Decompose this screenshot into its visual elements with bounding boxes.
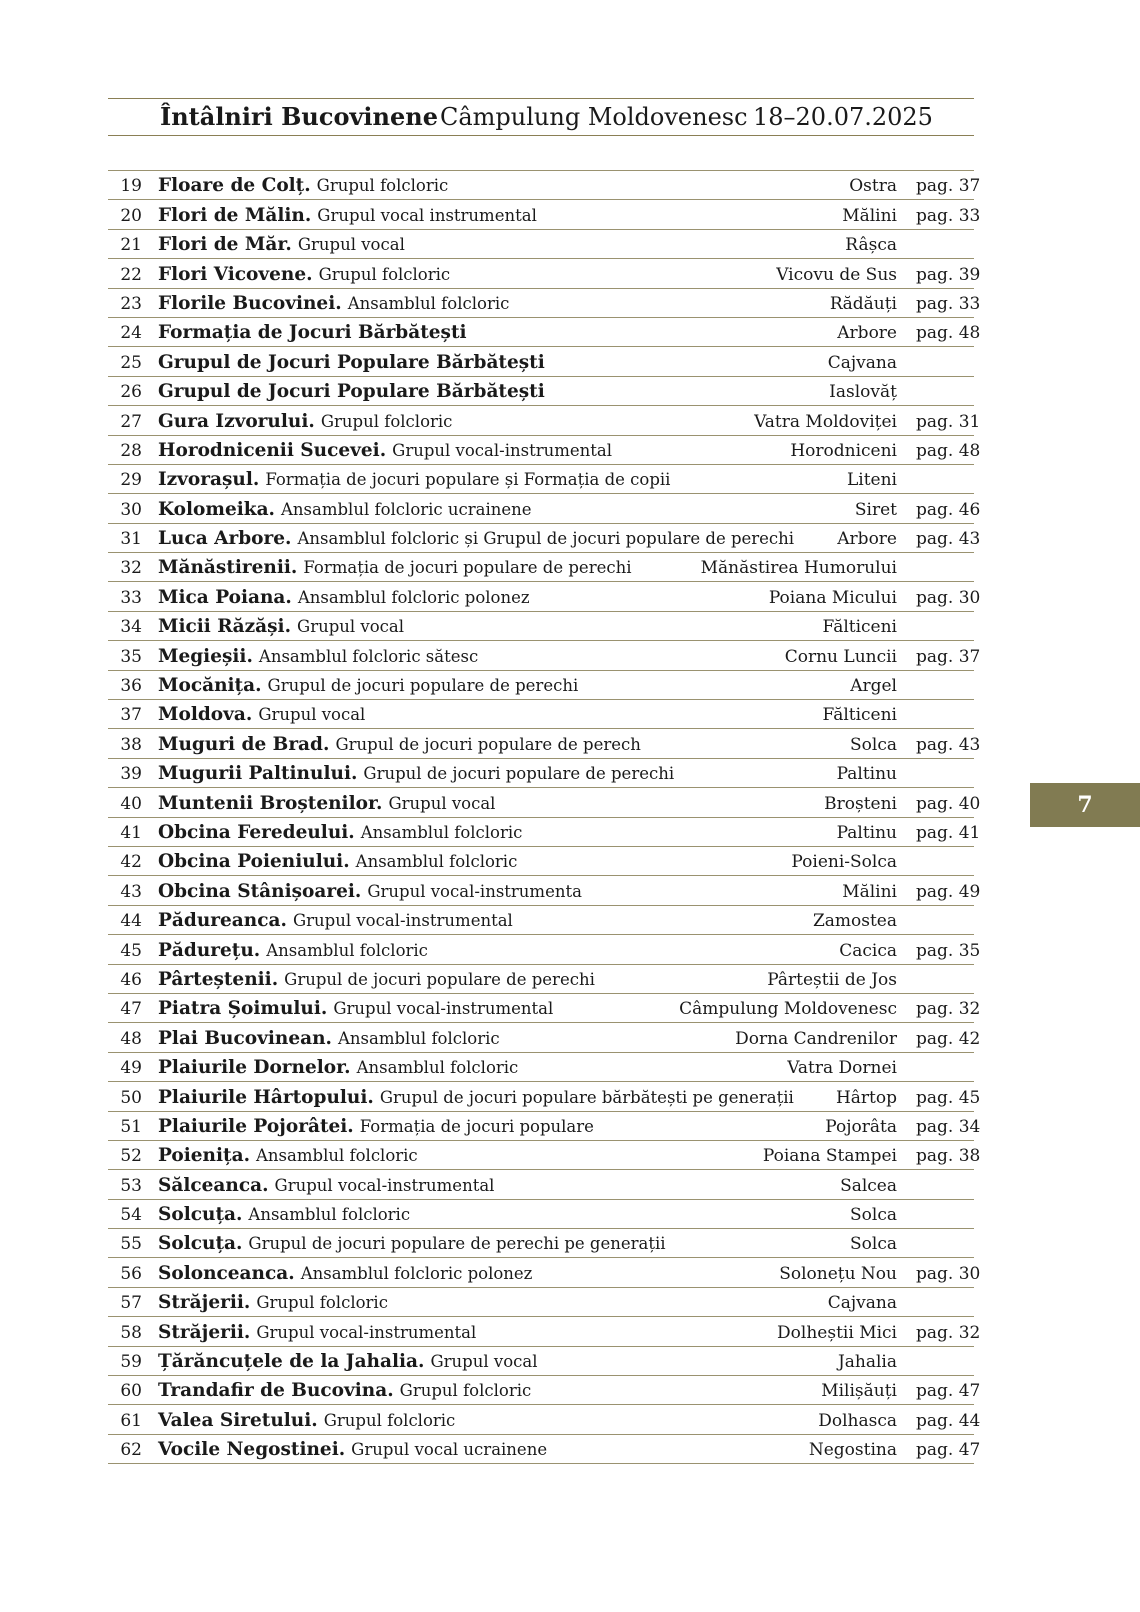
table-row xyxy=(108,1376,981,1405)
row-number: 49 xyxy=(120,1058,142,1079)
ensemble-entry xyxy=(158,381,551,403)
running-header xyxy=(108,98,974,136)
ensemble-type: Grupul folcloric xyxy=(316,176,449,196)
ensemble-entry xyxy=(158,264,450,286)
ensemble-type: Ansamblul folcloric ucrainene xyxy=(281,499,532,519)
locality: Râșca xyxy=(845,235,897,256)
ensemble-entry xyxy=(158,1292,388,1314)
page-reference: pag. 31 xyxy=(916,411,981,432)
locality: Broșteni xyxy=(824,793,897,814)
ensemble-type: Formația de jocuri populare și Formația de copii xyxy=(265,470,671,490)
row-number: 36 xyxy=(120,676,142,697)
row-number: 25 xyxy=(120,352,142,373)
ensemble-entry xyxy=(158,234,405,256)
row-number: 56 xyxy=(120,1263,142,1284)
ensemble-name: Străjerii. xyxy=(158,1292,251,1314)
ensemble-name: Grupul de Jocuri Populare Bărbătești xyxy=(158,381,545,403)
ensemble-entry xyxy=(158,910,513,932)
locality: Paltinu xyxy=(836,822,897,843)
table-row xyxy=(108,759,974,788)
ensemble-type: Grupul vocal xyxy=(297,617,405,637)
ensemble-name: Mica Poiana. xyxy=(158,586,292,608)
ensemble-type: Grupul folcloric xyxy=(256,1293,388,1313)
ensemble-entry xyxy=(158,1028,500,1050)
table-row xyxy=(108,230,974,259)
ensemble-name: Luca Arbore. xyxy=(158,528,292,550)
locality: Liteni xyxy=(846,470,897,491)
table-row xyxy=(108,700,974,729)
locality: Horodniceni xyxy=(790,440,897,461)
ensemble-name: Obcina Feredeului. xyxy=(158,821,355,843)
row-number: 38 xyxy=(120,734,142,755)
locality: Mălini xyxy=(842,205,897,226)
ensemble-type: Ansamblul folcloric polonez xyxy=(297,587,530,607)
ensemble-type: Grupul vocal xyxy=(258,705,366,725)
ensemble-name: Obcina Stânișoarei. xyxy=(158,880,362,902)
page-reference: pag. 41 xyxy=(916,822,981,843)
locality: Zamostea xyxy=(812,911,897,932)
locality: Poiana Micului xyxy=(768,587,897,608)
ensemble-name: Muguri de Brad. xyxy=(158,733,330,755)
page-reference: pag. 47 xyxy=(916,1381,981,1402)
row-number: 40 xyxy=(120,793,142,814)
ensemble-name: Solcuța. xyxy=(158,1233,243,1255)
table-row xyxy=(108,377,974,406)
locality: Vicovu de Sus xyxy=(776,264,897,285)
table-row xyxy=(108,906,974,935)
ensemble-type: Ansamblul folcloric xyxy=(337,1028,500,1048)
ensemble-entry xyxy=(158,734,641,756)
locality: Hârtop xyxy=(835,1087,897,1108)
row-number: 33 xyxy=(120,587,142,608)
ensemble-name: Flori de Mălin. xyxy=(158,204,312,226)
ensemble-type: Grupul folcloric xyxy=(320,411,453,431)
ensemble-name: Izvorașul. xyxy=(158,469,260,491)
table-row xyxy=(108,465,974,494)
ensemble-name: Trandafir de Bucovina. xyxy=(158,1380,394,1402)
locality: Cajvana xyxy=(827,1293,897,1314)
event-place: Câmpulung Moldovenesc xyxy=(440,103,748,131)
row-number: 60 xyxy=(120,1381,142,1402)
locality: Cornu Luncii xyxy=(784,646,897,667)
ensemble-type: Grupul folcloric xyxy=(399,1381,532,1401)
ensemble-name: Megieșii. xyxy=(158,645,253,667)
ensemble-entry xyxy=(158,1087,794,1109)
ensemble-entry xyxy=(158,1145,418,1167)
table-row xyxy=(108,818,981,847)
table-row xyxy=(108,347,974,376)
locality: Jahalia xyxy=(837,1352,897,1373)
ensemble-entry xyxy=(158,675,578,697)
page-number-tab: 7 xyxy=(1030,783,1140,827)
ensemble-entry xyxy=(158,352,551,374)
row-number: 29 xyxy=(120,470,142,491)
row-number: 24 xyxy=(120,323,142,344)
ensemble-name: Mocănița. xyxy=(158,675,262,697)
page-reference: pag. 39 xyxy=(916,264,981,285)
ensemble-name: Țărăncuțele de la Jahalia. xyxy=(158,1351,425,1373)
page-reference: pag. 45 xyxy=(916,1087,981,1108)
ensemble-entry xyxy=(158,646,478,668)
locality: Salcea xyxy=(840,1175,897,1196)
table-row xyxy=(108,729,981,758)
ensemble-name: Gura Izvorului. xyxy=(158,410,315,432)
ensemble-type: Grupul vocal ucrainene xyxy=(351,1440,548,1460)
locality: Câmpulung Moldovenesc xyxy=(679,999,897,1020)
ensemble-name: Moldova. xyxy=(158,704,253,726)
ensemble-entry xyxy=(158,293,509,315)
ensemble-type: Grupul de jocuri populare bărbătești pe generații xyxy=(379,1087,794,1107)
locality: Arbore xyxy=(837,529,897,550)
locality: Dorna Candrenilor xyxy=(735,1028,897,1049)
table-row xyxy=(108,1229,974,1258)
table-row xyxy=(108,641,981,670)
locality: Argel xyxy=(850,676,897,697)
ensemble-type: Formația de jocuri populare de perechi xyxy=(303,558,632,578)
locality: Solonețu Nou xyxy=(779,1263,897,1284)
row-number: 61 xyxy=(120,1410,142,1431)
ensemble-name: Mănăstirenii. xyxy=(158,557,298,579)
locality: Dolheștii Mici xyxy=(777,1322,897,1343)
locality: Milișăuți xyxy=(821,1381,897,1402)
locality: Solca xyxy=(850,1205,897,1226)
ensemble-type: Ansamblul folcloric xyxy=(248,1205,411,1225)
ensemble-type: Grupul vocal-instrumental xyxy=(392,440,613,460)
ensemble-entry xyxy=(158,1380,531,1402)
table-row xyxy=(108,1288,974,1317)
row-number: 57 xyxy=(120,1293,142,1314)
ensemble-name: Plaiurile Dornelor. xyxy=(158,1057,351,1079)
row-number: 35 xyxy=(120,646,142,667)
ensemble-entry xyxy=(158,940,428,962)
ensemble-type: Grupul folcloric xyxy=(318,264,451,284)
ensemble-name: Flori Vicovene. xyxy=(158,263,313,285)
page-reference: pag. 42 xyxy=(916,1028,981,1049)
table-row xyxy=(108,406,981,435)
ensemble-name: Solcuța. xyxy=(158,1204,243,1226)
page-reference: pag. 48 xyxy=(916,440,981,461)
ensemble-name: Plaiurile Pojorâtei. xyxy=(158,1115,354,1137)
ensemble-name: Valea Siretului. xyxy=(158,1409,318,1431)
row-number: 45 xyxy=(120,940,142,961)
ensemble-type: Grupul de jocuri populare de perechi xyxy=(267,676,579,696)
ensemble-name: Plai Bucovinean. xyxy=(158,1027,332,1049)
ensemble-entry xyxy=(158,1263,532,1285)
table-row xyxy=(108,318,981,347)
page-reference: pag. 37 xyxy=(916,646,981,667)
row-number: 55 xyxy=(120,1234,142,1255)
ensemble-name: Solonceanca. xyxy=(158,1262,295,1284)
table-row xyxy=(108,1170,974,1199)
row-number: 22 xyxy=(120,264,142,285)
ensemble-type: Grupul vocal-instrumenta xyxy=(367,881,582,901)
table-row xyxy=(108,1023,981,1052)
ensemble-entry xyxy=(158,1322,476,1344)
ensemble-type: Grupul de jocuri populare de perechi xyxy=(363,764,675,784)
page-reference: pag. 40 xyxy=(916,793,981,814)
locality: Pojorâta xyxy=(825,1116,897,1137)
table-row xyxy=(108,494,981,523)
ensemble-entry xyxy=(158,1439,547,1461)
row-number: 41 xyxy=(120,822,142,843)
row-number: 21 xyxy=(120,235,142,256)
ensemble-entry xyxy=(158,1233,666,1255)
table-row xyxy=(108,1347,974,1376)
ensemble-entry xyxy=(158,881,582,903)
locality: Fălticeni xyxy=(822,705,897,726)
page-reference: pag. 37 xyxy=(916,176,981,197)
page-reference: pag. 32 xyxy=(916,1322,981,1343)
ensemble-entry xyxy=(158,1057,518,1079)
ensemble-name: Florile Bucovinei. xyxy=(158,292,342,314)
page-reference: pag. 44 xyxy=(916,1410,981,1431)
table-row xyxy=(108,1258,981,1287)
row-number: 52 xyxy=(120,1146,142,1167)
table-row xyxy=(108,994,981,1023)
table-row xyxy=(108,1053,974,1082)
ensemble-entry xyxy=(158,528,794,550)
row-number: 47 xyxy=(120,999,142,1020)
ensemble-name: Poienița. xyxy=(158,1145,251,1167)
table-row xyxy=(108,1082,981,1111)
ensemble-type: Grupul folcloric xyxy=(323,1410,456,1430)
ensemble-entry xyxy=(158,411,452,433)
ensemble-entry xyxy=(158,998,553,1020)
ensemble-name: Obcina Poieniului. xyxy=(158,851,350,873)
row-number: 44 xyxy=(120,911,142,932)
ensemble-table xyxy=(108,170,981,1464)
locality: Dolhasca xyxy=(818,1410,897,1431)
ensemble-name: Străjerii. xyxy=(158,1321,251,1343)
event-dates: 18–20.07.2025 xyxy=(753,103,933,131)
row-number: 23 xyxy=(120,293,142,314)
ensemble-entry xyxy=(158,704,365,726)
page-reference: pag. 33 xyxy=(916,205,981,226)
row-number: 58 xyxy=(120,1322,142,1343)
table-row xyxy=(108,965,974,994)
ensemble-name: Plaiurile Hârtopului. xyxy=(158,1086,374,1108)
ensemble-entry xyxy=(158,1116,594,1138)
locality: Mănăstirea Humorului xyxy=(700,558,897,579)
ensemble-type: Grupul de jocuri populare de perech xyxy=(335,734,641,754)
table-row xyxy=(108,553,974,582)
ensemble-entry xyxy=(158,499,532,521)
page-reference: pag. 47 xyxy=(916,1440,981,1461)
locality: Iaslovăț xyxy=(829,382,897,403)
row-number: 26 xyxy=(120,382,142,403)
ensemble-type: Ansamblul folcloric sătesc xyxy=(258,646,479,666)
row-number: 39 xyxy=(120,764,142,785)
ensemble-entry xyxy=(158,440,612,462)
ensemble-type: Grupul vocal-instrumental xyxy=(256,1322,477,1342)
row-number: 48 xyxy=(120,1028,142,1049)
page-reference: pag. 43 xyxy=(916,734,981,755)
row-number: 50 xyxy=(120,1087,142,1108)
ensemble-type: Grupul de jocuri populare de perechi pe generații xyxy=(248,1234,666,1254)
row-number: 32 xyxy=(120,558,142,579)
ensemble-entry xyxy=(158,616,404,638)
table-row xyxy=(108,289,981,318)
page-reference: pag. 35 xyxy=(916,940,981,961)
table-row xyxy=(108,259,981,288)
ensemble-entry xyxy=(158,322,473,344)
table-row xyxy=(108,171,981,200)
table-row xyxy=(108,200,981,229)
page-reference: pag. 32 xyxy=(916,999,981,1020)
ensemble-name: Formația de Jocuri Bărbătești xyxy=(158,322,467,344)
ensemble-name: Floare de Colț. xyxy=(158,175,311,197)
locality: Paltinu xyxy=(836,764,897,785)
ensemble-entry xyxy=(158,587,530,609)
ensemble-name: Sălceanca. xyxy=(158,1174,269,1196)
ensemble-name: Micii Răzăși. xyxy=(158,616,292,638)
ensemble-type: Ansamblul folcloric xyxy=(356,1058,519,1078)
locality: Siret xyxy=(854,499,897,520)
table-row xyxy=(108,1200,974,1229)
table-row xyxy=(108,524,981,553)
page-reference: pag. 33 xyxy=(916,293,981,314)
row-number: 43 xyxy=(120,881,142,902)
event-title: Întâlniri Bucovinene xyxy=(160,102,438,131)
ensemble-name: Mugurii Paltinului. xyxy=(158,763,358,785)
locality: Poieni-Solca xyxy=(791,852,897,873)
ensemble-entry xyxy=(158,1410,455,1432)
table-row xyxy=(108,935,981,964)
table-row xyxy=(108,1112,981,1141)
ensemble-name: Horodnicenii Sucevei. xyxy=(158,439,387,461)
row-number: 34 xyxy=(120,617,142,638)
row-number: 20 xyxy=(120,205,142,226)
ensemble-type: Formația de jocuri populare xyxy=(359,1116,594,1136)
ensemble-entry xyxy=(158,469,670,491)
ensemble-name: Muntenii Broștenilor. xyxy=(158,792,383,814)
ensemble-entry xyxy=(158,763,674,785)
row-number: 46 xyxy=(120,969,142,990)
locality: Poiana Stampei xyxy=(762,1146,897,1167)
ensemble-type: Grupul vocal-instrumental xyxy=(292,911,513,931)
locality: Arbore xyxy=(837,323,897,344)
ensemble-type: Grupul vocal instrumental xyxy=(317,205,537,225)
row-number: 31 xyxy=(120,529,142,550)
table-row xyxy=(108,612,974,641)
ensemble-entry xyxy=(158,1175,494,1197)
locality: Solca xyxy=(850,734,897,755)
row-number: 30 xyxy=(120,499,142,520)
page-reference: pag. 49 xyxy=(916,881,981,902)
locality: Vatra Moldoviței xyxy=(754,411,897,432)
locality: Negostina xyxy=(808,1440,897,1461)
ensemble-type: Grupul vocal xyxy=(297,235,405,255)
ensemble-type: Ansamblul folcloric xyxy=(360,822,523,842)
row-number: 53 xyxy=(120,1175,142,1196)
row-number: 42 xyxy=(120,852,142,873)
ensemble-type: Grupul vocal-instrumental xyxy=(274,1175,495,1195)
locality: Ostra xyxy=(849,176,897,197)
row-number: 27 xyxy=(120,411,142,432)
ensemble-name: Flori de Măr. xyxy=(158,234,292,256)
ensemble-type: Grupul vocal-instrumental xyxy=(333,999,554,1019)
row-number: 54 xyxy=(120,1205,142,1226)
table-row xyxy=(108,1317,981,1346)
ensemble-entry xyxy=(158,793,495,815)
row-number: 59 xyxy=(120,1352,142,1373)
ensemble-name: Pădurețu. xyxy=(158,939,261,961)
ensemble-name: Piatra Șoimului. xyxy=(158,998,328,1020)
ensemble-name: Pârteștenii. xyxy=(158,968,279,990)
table-row xyxy=(108,1435,981,1464)
page-reference: pag. 46 xyxy=(916,499,981,520)
row-number: 37 xyxy=(120,705,142,726)
locality: Mălini xyxy=(842,881,897,902)
locality: Solca xyxy=(850,1234,897,1255)
ensemble-type: Ansamblul folcloric xyxy=(266,940,428,960)
table-row xyxy=(108,847,974,876)
ensemble-type: Ansamblul folcloric xyxy=(347,293,510,313)
table-row xyxy=(108,788,981,817)
ensemble-type: Ansamblul folcloric și Grupul de jocuri populare de perechi xyxy=(297,529,795,549)
table-row xyxy=(108,876,981,905)
locality: Pârteștii de Jos xyxy=(767,969,897,990)
page-reference: pag. 48 xyxy=(916,323,981,344)
ensemble-entry xyxy=(158,1204,410,1226)
page-reference: pag. 30 xyxy=(916,1263,981,1284)
row-number: 51 xyxy=(120,1116,142,1137)
table-row xyxy=(108,1141,981,1170)
page-reference: pag. 38 xyxy=(916,1146,981,1167)
ensemble-type: Grupul vocal xyxy=(430,1352,538,1372)
ensemble-entry xyxy=(158,1351,538,1373)
locality: Cacica xyxy=(839,940,897,961)
ensemble-type: Ansamblul folcloric xyxy=(256,1146,418,1166)
table-row xyxy=(108,436,981,465)
ensemble-entry xyxy=(158,557,632,579)
ensemble-name: Vocile Negostinei. xyxy=(158,1439,346,1461)
ensemble-name: Grupul de Jocuri Populare Bărbătești xyxy=(158,351,545,373)
table-row xyxy=(108,582,981,611)
ensemble-name: Pădureanca. xyxy=(158,910,287,932)
ensemble-type: Ansamblul folcloric polonez xyxy=(300,1263,533,1283)
ensemble-entry xyxy=(158,175,448,197)
page-reference: pag. 34 xyxy=(916,1116,981,1137)
table-row xyxy=(108,671,974,700)
ensemble-name: Kolomeika. xyxy=(158,498,275,520)
ensemble-entry xyxy=(158,822,522,844)
locality: Vatra Dornei xyxy=(787,1058,897,1079)
ensemble-type: Grupul vocal xyxy=(388,793,496,813)
ensemble-entry xyxy=(158,851,517,873)
locality: Fălticeni xyxy=(822,617,897,638)
ensemble-entry xyxy=(158,969,595,991)
page-reference: pag. 30 xyxy=(916,587,981,608)
page-reference: pag. 43 xyxy=(916,529,981,550)
ensemble-entry xyxy=(158,205,537,227)
locality: Cajvana xyxy=(827,352,897,373)
locality: Rădăuți xyxy=(829,293,897,314)
ensemble-type: Ansamblul folcloric xyxy=(355,852,518,872)
row-number: 28 xyxy=(120,440,142,461)
table-row xyxy=(108,1405,981,1434)
row-number: 62 xyxy=(120,1440,142,1461)
ensemble-type: Grupul de jocuri populare de perechi xyxy=(284,969,595,989)
row-number: 19 xyxy=(120,176,142,197)
